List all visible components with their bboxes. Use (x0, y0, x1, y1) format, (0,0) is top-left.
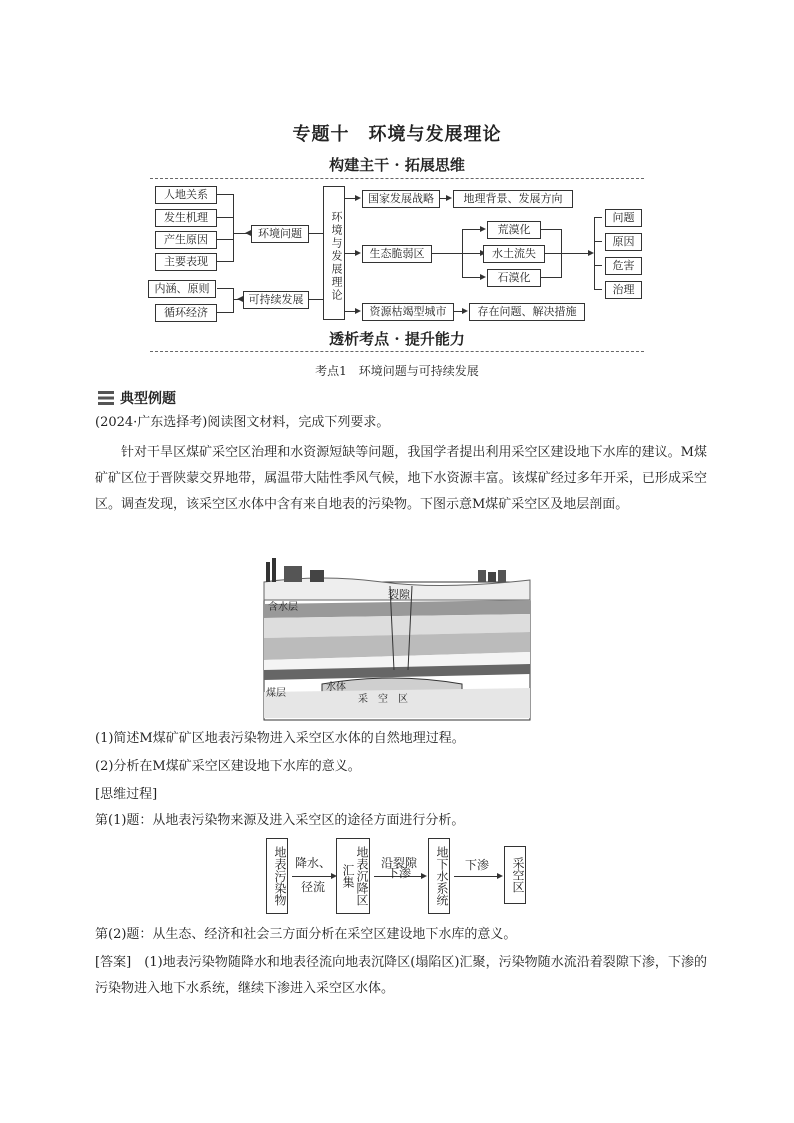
flow-box-pollutant: 地表污染物 (266, 838, 288, 914)
question-2: (2)分析在M煤矿采空区建设地下水库的意义。 (95, 759, 361, 774)
divider (150, 178, 644, 179)
right-item-box: 危害 (605, 257, 642, 275)
question-1: (1)简述M煤矿矿区地表污染物进入采空区水体的自然地理过程。 (95, 731, 465, 746)
resource-box: 资源枯竭型城市 (362, 303, 454, 321)
banner-build: 构建主干 · 拓展思维 (329, 156, 465, 174)
thinking-label: [思维过程] (95, 787, 158, 802)
fragile-sub-box: 石漠化 (487, 269, 541, 287)
goaf-label: 采 空 区 (358, 694, 408, 705)
kaodian-title: 考点1 环境问题与可持续发展 (315, 364, 479, 378)
material-paragraph: 针对干旱区煤矿采空区治理和水资源短缺等问题，我国学者提出利用采空区建设地下水库的建议。M煤矿矿区位于晋陕蒙交界地带，属温带大陆性季风气候，地下水资源丰富。该煤矿经过多年开采，已形成采空区。调查发现，该采空区水体中含有来自地表的污染物。下图示意M煤矿采空区及地层剖面。 (95, 445, 707, 512)
flow-arrow-label: 沿裂隙 (380, 856, 417, 870)
water-label: 水体 (326, 682, 346, 693)
step-2: 第(2)题：从生态、经济和社会三方面分析在采空区建设地下水库的意义。 (95, 927, 517, 942)
flow-arrow-label: 径流 (300, 880, 325, 894)
fragile-sub-box: 水土流失 (483, 245, 545, 263)
coal-label: 煤层 (266, 688, 286, 699)
flow-arrow-label: 下渗 (464, 858, 489, 872)
mindmap-item: 内涵、原则 (148, 280, 216, 298)
mindmap-item: 产生原因 (155, 231, 217, 249)
step-1: 第(1)题：从地表污染物来源及进入采空区的途径方面进行分析。 (95, 813, 465, 828)
flow-box-goaf: 采空区 (504, 846, 526, 904)
mindmap-item: 主要表现 (155, 253, 217, 271)
sustainable-box: 可持续发展 (243, 291, 309, 309)
banner-analyze: 透析考点 · 提升能力 (329, 330, 465, 348)
flow-box-groundwater: 地下水系统 (428, 838, 450, 914)
section-heading: 典型例题 (98, 388, 176, 408)
resource-sub-box: 存在问题、解决措施 (469, 303, 585, 321)
env-problem-box: 环境问题 (251, 225, 309, 243)
geology-figure (262, 552, 532, 722)
mindmap-item: 人地关系 (155, 186, 217, 204)
right-item-box: 原因 (605, 233, 642, 251)
aquifer-label: 含水层 (268, 602, 298, 613)
divider (150, 351, 644, 352)
right-item-box: 治理 (605, 281, 642, 299)
flow-box-sink: 地表沉降区汇集 (336, 838, 370, 914)
mindmap-item: 发生机理 (155, 209, 217, 227)
fragile-sub-box: 荒漠化 (487, 221, 541, 239)
flow-arrow-label: 降水、 (294, 856, 331, 870)
page-title: 专题十 环境与发展理论 (292, 124, 502, 145)
answer: [答案] (1)地表污染物随降水和地表径流向地表沉降区(塌陷区)汇聚，污染物随水流沿着裂隙下渗，下渗的污染物进入地下水系统，继续下渗进入采空区水体。 (95, 955, 707, 996)
mindmap-item: 循环经济 (155, 304, 217, 322)
list-icon (98, 391, 114, 405)
center-box: 环境与发展理论 (323, 186, 345, 320)
right-item-box: 问题 (605, 209, 642, 227)
national-sub-box: 地理背景、发展方向 (453, 190, 573, 208)
source-line: (2024·广东选择考)阅读图文材料，完成下列要求。 (95, 415, 390, 430)
fragile-box: 生态脆弱区 (362, 245, 432, 263)
flow-arrow-label: 下渗 (386, 866, 411, 880)
crack-label: 裂隙 (388, 588, 410, 601)
national-box: 国家发展战略 (362, 190, 440, 208)
